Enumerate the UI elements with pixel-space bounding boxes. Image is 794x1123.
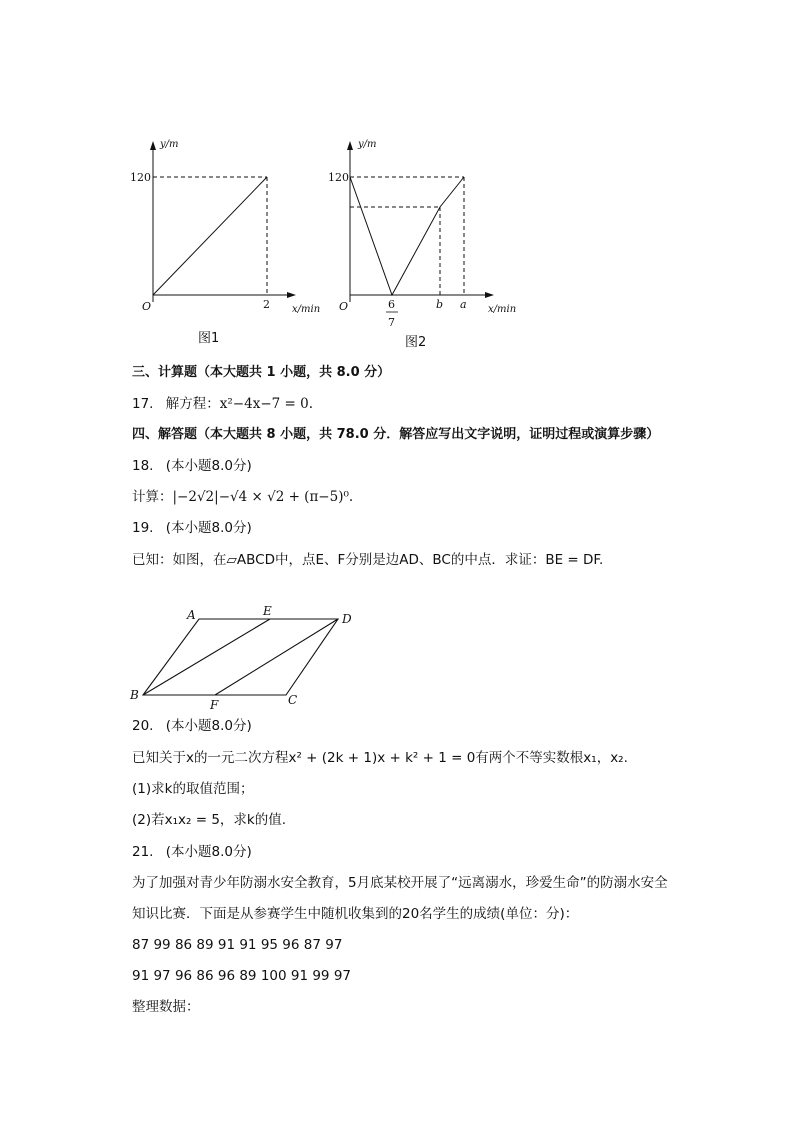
point-e-label: E (263, 604, 272, 618)
question-18-body (132, 488, 353, 506)
q17-equation: x²−4x−7 = 0. (219, 396, 313, 412)
question-21-line-1: 为了加强对青少年防溺水安全教育，5月底某校开展了“远离溺水，珍爱生命”的防溺水安全 (132, 875, 668, 891)
segment-be (143, 619, 270, 695)
q20-number: 20. (132, 718, 154, 734)
segment-df (215, 619, 338, 695)
question-20-part-2: (2)若x₁x₂ = 5，求k的值. (132, 812, 287, 828)
fig2-x-label: x/min (488, 304, 517, 315)
question-19-statement: 已知：如图，在▱ABCD中，点E、F分别是边AD、BC的中点．求证：BE = DF. (132, 552, 604, 568)
question-20-part-1: (1)求k的取值范围； (132, 781, 254, 797)
question-17 (132, 395, 313, 413)
fig2-y-arrow (347, 141, 353, 150)
q21-score: (本小题8.0分) (165, 844, 252, 860)
q19-number: 19. (132, 520, 154, 536)
point-a-label: A (187, 608, 196, 622)
fig2-y-tick: 120 (328, 171, 349, 184)
section-3-heading: 三、计算题（本大题共 1 小题，共 8.0 分） (132, 365, 391, 380)
question-20-header (132, 717, 252, 735)
section-4-heading: 四、解答题（本大题共 8 小题，共 78.0 分．解答应写出文字说明，证明过程或演算步骤） (132, 427, 660, 442)
q17-prefix: 解方程： (165, 396, 220, 412)
fig2-x-tick-b: b (436, 298, 444, 311)
q20-score: (本小题8.0分) (165, 718, 252, 734)
q19-score: (本小题8.0分) (165, 520, 252, 536)
point-d-label: D (342, 612, 352, 626)
fig1-x-arrow (287, 292, 296, 298)
question-21-organize: 整理数据： (132, 999, 200, 1015)
fig1-x-label: x/min (292, 304, 321, 315)
q17-number: 17. (132, 396, 154, 412)
fig2-x-tick-den: 7 (388, 316, 395, 329)
figure-1-graph (130, 135, 325, 320)
fig1-graph-line (153, 177, 267, 295)
fig1-origin: O (142, 300, 152, 313)
point-b-label: B (130, 688, 139, 702)
figure-2-caption: 图2 (405, 335, 427, 350)
question-18-header (132, 457, 252, 475)
figure-2-graph (328, 135, 523, 335)
parallelogram-figure (126, 600, 366, 715)
parallelogram-abcd (143, 619, 338, 695)
q18-expression: |−2√2|−√4 × √2 + (π−5)⁰. (172, 489, 354, 505)
question-21-header (132, 843, 252, 861)
fig2-x-arrow (485, 292, 494, 298)
q18-score: (本小题8.0分) (165, 458, 252, 474)
question-21-scores-1: 87 99 86 89 91 91 95 96 87 97 (132, 937, 343, 953)
question-21-line-2: 知识比赛．下面是从参赛学生中随机收集到的20名学生的成绩(单位：分)： (132, 906, 579, 922)
point-f-label: F (210, 698, 219, 712)
fig2-x-tick-a: a (460, 298, 467, 311)
question-19-header (132, 519, 252, 537)
question-20-statement: 已知关于x的一元二次方程x² + (2k + 1)x + k² + 1 = 0有两个不等实数根x₁，x₂. (132, 750, 628, 766)
fig1-y-arrow (150, 141, 156, 150)
fig2-x-tick-num: 6 (388, 298, 395, 311)
q18-number: 18. (132, 458, 154, 474)
fig2-origin: O (339, 300, 349, 313)
fig1-y-label: y/m (160, 139, 179, 150)
point-c-label: C (288, 693, 298, 707)
question-21-scores-2: 91 97 96 86 96 89 100 91 99 97 (132, 968, 351, 984)
fig1-y-tick: 120 (130, 171, 151, 184)
q18-prefix: 计算： (132, 489, 173, 505)
q21-number: 21. (132, 844, 154, 860)
figure-1-caption: 图1 (198, 331, 220, 346)
fig2-y-label: y/m (358, 139, 377, 150)
fig2-graph-line (350, 177, 464, 295)
fig1-x-tick: 2 (263, 298, 270, 311)
